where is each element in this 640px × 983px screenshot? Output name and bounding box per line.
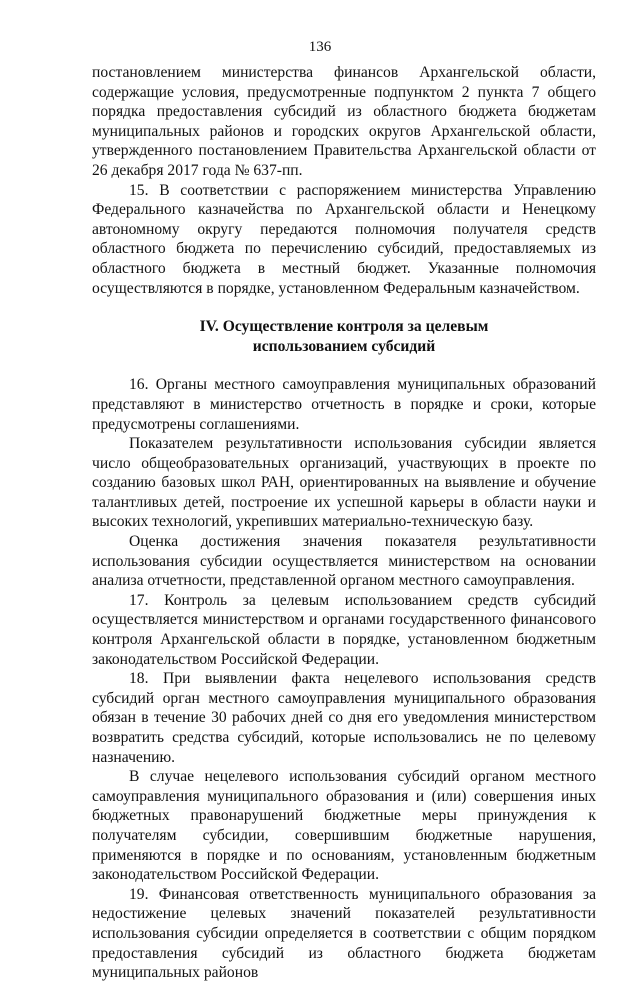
document-body <box>92 63 596 983</box>
section-heading-line-2: использованием субсидий <box>252 337 436 355</box>
paragraph-assessment: Оценка достижения значения показателя результативности использования субсидии осуществляется министерством на основании анализа отчетности, представленной органом местного самоуправления. <box>92 533 596 590</box>
section-heading-line-1: IV. Осуществление контроля за целевым <box>199 318 489 336</box>
paragraph-misuse: В случае нецелевого использования субсидий органом местного самоуправления муниципального образования и (или) совершения иных бюджетных правонарушений бюджетные меры принуждения к получателям субсидии, совершившим бюджетные нарушения, применяются в порядке и по основаниям, установленным бюджетным законодательством Российской Федерации. <box>92 768 596 884</box>
paragraph-19: 19. Финансовая ответственность муниципального образования за недостижение целевых значений показателей результативности использования субсидии определяется в соответствии с общим порядком предоставления субсидий из областного бюджета бюджетам муниципальных районов <box>92 885 596 982</box>
paragraph-15: 15. В соответствии с распоряжением министерства Управлению Федерального казначейства по Архангельской области и Ненецкому автономному округу передаются полномочия получателя средств областного бюджета по перечислению субсидий, предоставляемых из областного бюджета в местный бюджет. Указанные полномочия осуществляются в порядке, установленном Федеральным казначейством. <box>92 181 596 297</box>
section-heading <box>92 317 596 356</box>
paragraph-17: 17. Контроль за целевым использованием средств субсидий осуществляется министерством и органами государственного финансового контроля Архангельской области в порядке, установленном бюджетным законодательством Российской Федерации. <box>92 591 596 668</box>
paragraph-16: 16. Органы местного самоуправления муниципальных образований представляют в министерство отчетность в порядке и сроки, которые предусмотрены соглашениями. <box>92 376 596 433</box>
paragraph-continuation: постановлением министерства финансов Архангельской области, содержащие условия, предусмотренные подпунктом 2 пункта 7 общего порядка предоставления субсидий из областного бюджета бюджетам муниципальных районов и городских округов Архангельской области, утвержденного постановлением Правительства Архангельской области от 26 декабря 2017 года № 637-пп. <box>92 64 596 179</box>
paragraph-indicator: Показателем результативности использования субсидии является число общеобразовательных организаций, участвующих в проекте по созданию базовых школ РАН, ориентированных на выявление и обучение талантливых детей, построение их успешной карьеры в области науки и высоких технологий, укрепивших материально-техническую базу. <box>92 435 596 531</box>
paragraph-18: 18. При выявлении факта нецелевого использования средств субсидий орган местного самоуправления муниципального образования обязан в течение 30 рабочих дней со дня его уведомления министерством возвратить средства субсидий, которые использовались не по целевому назначению. <box>92 670 596 766</box>
page-number: 136 <box>308 39 332 55</box>
